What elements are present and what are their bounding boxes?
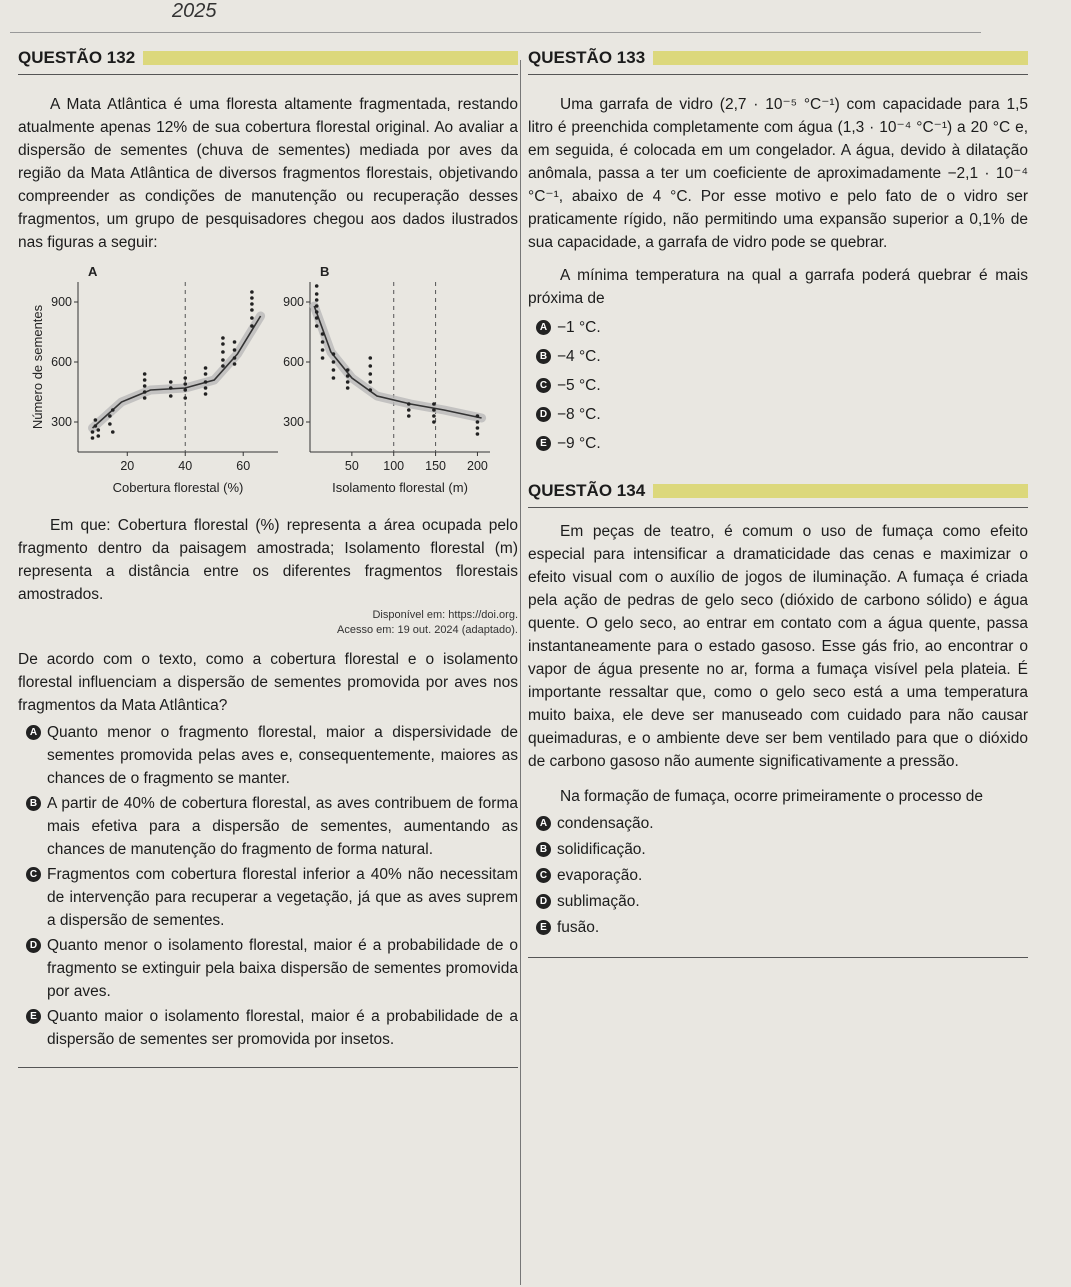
option-c[interactable]: [26, 863, 518, 932]
q133-option-a-badge: A: [536, 320, 551, 335]
q134-option-c[interactable]: [536, 864, 1028, 887]
data-point: [204, 392, 208, 396]
q133-option-a-text: −1 °C.: [557, 319, 601, 336]
data-point: [250, 324, 254, 328]
question-133-header: [528, 44, 1028, 72]
data-point: [143, 390, 147, 394]
q134-option-a-badge: A: [536, 816, 551, 831]
data-point: [111, 408, 115, 412]
x-axis-label: Isolamento florestal (m): [332, 480, 468, 495]
y-tick-label: 900: [283, 295, 304, 309]
data-point: [407, 408, 411, 412]
data-point: [143, 372, 147, 376]
option-d[interactable]: [26, 934, 518, 1003]
q133-option-c-badge: C: [536, 378, 551, 393]
data-point: [169, 380, 173, 384]
q133-option-d-badge: D: [536, 407, 551, 422]
data-point: [321, 348, 325, 352]
q134-option-b[interactable]: [536, 838, 1028, 861]
question-132-options: [26, 721, 518, 1051]
data-point: [368, 372, 372, 376]
data-point: [111, 430, 115, 434]
q134-option-d-text: sublimação.: [557, 893, 640, 910]
q134-option-b-badge: B: [536, 842, 551, 857]
y-tick-label: 300: [51, 415, 72, 429]
q134-option-e-text: fusão.: [557, 919, 600, 936]
right-column: [528, 44, 1028, 958]
data-point: [204, 380, 208, 384]
q134-option-d-badge: D: [536, 894, 551, 909]
x-tick-label: 100: [383, 459, 405, 473]
data-point: [432, 408, 436, 412]
data-point: [476, 414, 480, 418]
q134-option-b-text: solidificação.: [557, 841, 646, 858]
question-132-title: QUESTÃO 132: [18, 48, 136, 67]
charts-svg: [28, 260, 498, 510]
y-tick-label: 600: [283, 355, 304, 369]
data-point: [250, 296, 254, 300]
question-134-options: [536, 812, 1028, 939]
question-134-text: Em peças de teatro, é comum o uso de fumaça como efeito especial para intensificar a dramaticidade das cenas e maximizar o efeito visual com o auxílio de jogos de iluminação. A fumaça é criada pela ação de pedras de gelo seco (dióxido de carbono sólido) e água quente. O gelo seco, ao entrar em contato com a água quente, passa instantaneamente para o estado gasoso. Esse gás frio, ao encontrar o vapor de água presente no ar, forma a fumaça visível pela plateia. É importante ressaltar que, como o gelo seco está a uma temperatura muito baixa, ele deve ser manuseado com cuidado para não causar queimaduras, e o ambiente deve ser bem ventilado para que o dióxido de carbono gasoso não aumente significativamente a pressão.: [528, 523, 1028, 770]
q133-option-b[interactable]: [536, 345, 1028, 368]
column-divider: [520, 60, 521, 1285]
right-end-line: [528, 957, 1028, 958]
data-point: [96, 428, 100, 432]
q134-option-c-badge: C: [536, 868, 551, 883]
data-point: [233, 356, 237, 360]
data-point: [183, 382, 187, 386]
option-b-text: A partir de 40% de cobertura florestal, as aves contribuem de forma mais efetiva para a dispersão de sementes, aumentando as chances de manutenção do fragmento de forma natural.: [47, 795, 518, 858]
data-point: [332, 376, 336, 380]
option-e-badge: E: [26, 1009, 41, 1024]
question-133: [528, 44, 1028, 455]
header-highlight-bar: [653, 484, 1028, 498]
question-134-title: QUESTÃO 134: [528, 481, 646, 500]
data-point: [368, 380, 372, 384]
option-a-text: Quanto menor o fragmento florestal, maior a dispersividade de sementes promovida pelas aves e, consequentemente, maiores as chances de o fragmento se manter.: [47, 724, 518, 787]
data-point: [221, 342, 225, 346]
data-point: [346, 368, 350, 372]
data-point: [233, 362, 237, 366]
option-c-text: Fragmentos com cobertura florestal inferior a 40% não necessitam de intervenção para recuperar a vegetação, já que as aves suprem a dispersão de sementes.: [47, 866, 518, 929]
header-highlight-bar: [143, 51, 518, 65]
q134-option-e[interactable]: [536, 916, 1028, 939]
data-point: [432, 414, 436, 418]
data-point: [315, 324, 319, 328]
data-point: [250, 308, 254, 312]
data-point: [221, 364, 225, 368]
exam-year: 2025: [172, 0, 217, 22]
q133-option-d[interactable]: [536, 403, 1028, 426]
option-a[interactable]: [26, 721, 518, 790]
data-point: [346, 386, 350, 390]
data-point: [315, 284, 319, 288]
data-point: [91, 436, 95, 440]
data-point: [407, 414, 411, 418]
q133-option-a[interactable]: [536, 316, 1028, 339]
data-point: [94, 418, 98, 422]
question-132-header: [18, 44, 518, 72]
data-point: [250, 302, 254, 306]
trend-line: [314, 306, 481, 418]
question-134: [528, 477, 1028, 958]
x-tick-label: 60: [236, 459, 251, 473]
data-point: [169, 394, 173, 398]
question-134-header: [528, 477, 1028, 505]
q134-option-c-text: evaporação.: [557, 867, 643, 884]
question-132-intro: A Mata Atlântica é uma floresta altamente fragmentada, restando atualmente apenas 12% de sua cobertura florestal original. Ao avaliar a dispersão de sementes (chuva de sementes) mediada por aves da região da Mata Atlântica de diversos fragmentos florestais, objetivando compreender as condições de manutenção ou recuperação desses fragmentos, um grupo de pesquisadores chegou aos dados ilustrados nas figuras a seguir:: [18, 96, 518, 251]
data-point: [321, 332, 325, 336]
q134-option-e-badge: E: [536, 920, 551, 935]
data-point: [183, 396, 187, 400]
top-divider: [10, 32, 981, 33]
data-point: [332, 368, 336, 372]
data-point: [368, 364, 372, 368]
data-point: [346, 380, 350, 384]
q134-option-d[interactable]: [536, 890, 1028, 913]
data-point: [183, 388, 187, 392]
data-point: [91, 430, 95, 434]
data-point: [315, 292, 319, 296]
confidence-band: [93, 316, 261, 428]
q133-option-d-text: −8 °C.: [557, 406, 601, 423]
data-point: [321, 356, 325, 360]
x-tick-label: 200: [467, 459, 488, 473]
header-underline: [18, 74, 518, 75]
q133-option-e-badge: E: [536, 436, 551, 451]
option-a-badge: A: [26, 725, 41, 740]
source-line-2: Acesso em: 19 out. 2024 (adaptado).: [336, 624, 518, 636]
option-e-text: Quanto maior o isolamento florestal, maior é a probabilidade de a dispersão de sementes ser promovida por insetos.: [47, 1008, 518, 1048]
question-133-options: [536, 316, 1028, 455]
q133-option-e[interactable]: [536, 432, 1028, 455]
data-point: [321, 340, 325, 344]
data-point: [183, 376, 187, 380]
q133-option-b-text: −4 °C.: [557, 348, 601, 365]
q133-option-c-text: −5 °C.: [557, 377, 601, 394]
data-point: [221, 336, 225, 340]
q133-option-c[interactable]: [536, 374, 1028, 397]
data-point: [221, 350, 225, 354]
data-point: [476, 426, 480, 430]
source-line-1: Disponível em: https://doi.org.: [372, 609, 518, 621]
y-axis-label: Número de sementes: [30, 304, 45, 430]
question-133-title: QUESTÃO 133: [528, 48, 646, 67]
data-point: [204, 372, 208, 376]
data-point: [169, 386, 173, 390]
data-point: [143, 384, 147, 388]
option-d-badge: D: [26, 938, 41, 953]
question-132-prompt: De acordo com o texto, como a cobertura florestal e o isolamento florestal influenciam a dispersão de sementes promovida por aves nos fragmentos da Mata Atlântica?: [18, 651, 518, 714]
data-point: [108, 422, 112, 426]
data-point: [143, 378, 147, 382]
data-point: [476, 420, 480, 424]
panel-label: A: [88, 264, 98, 279]
data-point: [250, 290, 254, 294]
data-point: [432, 402, 436, 406]
header-underline: [528, 74, 1028, 75]
data-point: [476, 432, 480, 436]
question-132: [18, 44, 518, 1068]
q134-option-a-text: condensação.: [557, 815, 654, 832]
data-point: [315, 310, 319, 314]
data-point: [315, 304, 319, 308]
question-132-explanation: Em que: Cobertura florestal (%) representa a área ocupada pelo fragmento dentro da paisagem amostrada; Isolamento florestal (m) representa a distância entre os diferentes fragmentos florestais amostrados.: [18, 517, 518, 603]
x-tick-label: 50: [344, 459, 359, 473]
data-point: [432, 420, 436, 424]
option-b-badge: B: [26, 796, 41, 811]
data-point: [332, 352, 336, 356]
data-point: [94, 424, 98, 428]
x-tick-label: 150: [425, 459, 447, 473]
data-point: [221, 358, 225, 362]
header-underline: [528, 507, 1028, 508]
data-point: [233, 348, 237, 352]
y-tick-label: 600: [51, 355, 72, 369]
x-tick-label: 20: [120, 459, 135, 473]
panel-label: B: [320, 264, 330, 279]
option-e[interactable]: [26, 1005, 518, 1051]
header-highlight-bar: [653, 51, 1028, 65]
q133-option-b-badge: B: [536, 349, 551, 364]
data-point: [346, 374, 350, 378]
data-point: [332, 360, 336, 364]
question-134-prompt: Na formação de fumaça, ocorre primeiramente o processo de: [560, 788, 984, 805]
question-133-text: Uma garrafa de vidro (2,7 · 10⁻⁵ °C⁻¹) com capacidade para 1,5 litro é preenchida completamente com água (1,3 · 10⁻⁴ °C⁻¹) a 20 °C e, em seguida, é colocada em um congelador. A água, devido à dilatação anômala, passa a ter um coeficiente de aproximadamente −2,1 · 10⁻⁴ °C⁻¹, abaixo de 4 °C. Por esse motivo e pelo fato de o vidro ser praticamente rígido, não permitindo uma expansão superior a 0,1% de sua capacidade, a garrafa de vidro pode se quebrar.: [528, 96, 1028, 251]
data-point: [368, 356, 372, 360]
x-tick-label: 40: [178, 459, 193, 473]
seed-dispersal-charts: [28, 260, 498, 510]
q133-option-e-text: −9 °C.: [557, 435, 601, 452]
y-tick-label: 900: [51, 295, 72, 309]
q134-option-a[interactable]: [536, 812, 1028, 835]
data-point: [96, 434, 100, 438]
option-d-text: Quanto menor o isolamento florestal, maior é a probabilidade de o fragmento se extinguir pela baixa dispersão de sementes promovida por aves.: [47, 937, 518, 1000]
option-b[interactable]: [26, 792, 518, 861]
data-point: [407, 402, 411, 406]
option-c-badge: C: [26, 867, 41, 882]
data-point: [250, 316, 254, 320]
question-133-prompt: A mínima temperatura na qual a garrafa poderá quebrar é mais próxima de: [528, 267, 1028, 307]
left-end-line: [18, 1067, 518, 1068]
data-point: [204, 386, 208, 390]
data-point: [315, 316, 319, 320]
data-point: [315, 298, 319, 302]
data-point: [204, 366, 208, 370]
data-point: [233, 340, 237, 344]
data-point: [143, 396, 147, 400]
y-tick-label: 300: [283, 415, 304, 429]
data-point: [368, 388, 372, 392]
data-point: [108, 414, 112, 418]
x-axis-label: Cobertura florestal (%): [112, 480, 244, 495]
